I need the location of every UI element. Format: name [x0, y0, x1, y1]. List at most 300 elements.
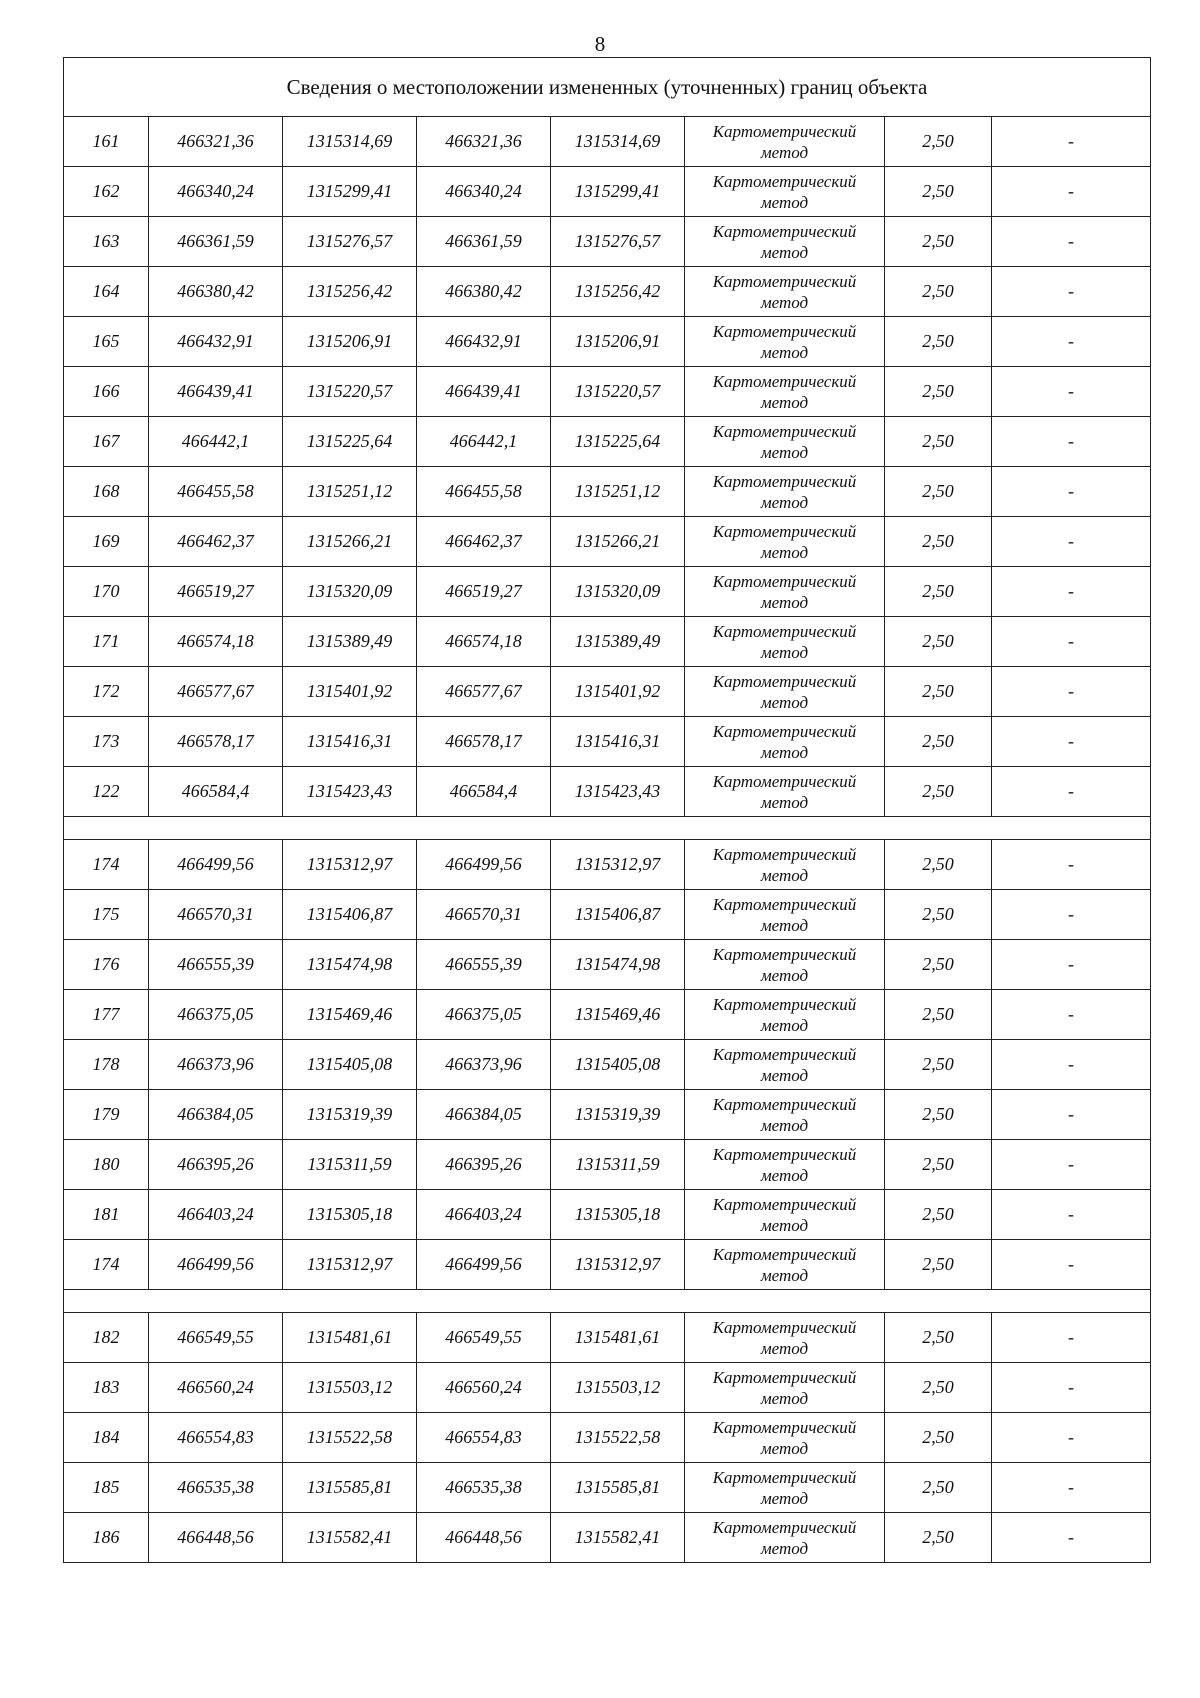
- x-refined-cell: 466462,37: [417, 517, 551, 567]
- accuracy-cell: 2,50: [885, 667, 992, 717]
- method-cell: [685, 267, 885, 317]
- description-cell: -: [992, 940, 1151, 990]
- accuracy-cell: 2,50: [885, 167, 992, 217]
- y-refined-cell: 1315320,09: [551, 567, 685, 617]
- accuracy-cell: 2,50: [885, 1140, 992, 1190]
- method-line-1: Картометрический: [712, 471, 857, 491]
- table-row: [64, 217, 1151, 267]
- x-refined-cell: 466555,39: [417, 940, 551, 990]
- x-refined-cell: 466395,26: [417, 1140, 551, 1190]
- x-existing-cell: 466403,24: [149, 1190, 283, 1240]
- method-cell: [685, 990, 885, 1040]
- table-row: [64, 840, 1151, 890]
- y-existing-cell: 1315312,97: [283, 840, 417, 890]
- method-line-1: Картометрический: [712, 1317, 857, 1337]
- method-line-1: Картометрический: [712, 171, 857, 191]
- accuracy-cell: 2,50: [885, 567, 992, 617]
- x-refined-cell: 466584,4: [417, 767, 551, 817]
- x-refined-cell: 466432,91: [417, 317, 551, 367]
- accuracy-cell: 2,50: [885, 940, 992, 990]
- method-line-2: метод: [760, 742, 809, 762]
- x-refined-cell: 466574,18: [417, 617, 551, 667]
- method-cell: [685, 517, 885, 567]
- group-separator-cell: [64, 1290, 1151, 1313]
- accuracy-cell: 2,50: [885, 1413, 992, 1463]
- method-line-1: Картометрический: [712, 421, 857, 441]
- y-existing-cell: 1315585,81: [283, 1463, 417, 1513]
- method-line-2: метод: [760, 142, 809, 162]
- x-refined-cell: 466499,56: [417, 1240, 551, 1290]
- y-refined-cell: 1315585,81: [551, 1463, 685, 1513]
- method-cell: [685, 1463, 885, 1513]
- y-refined-cell: 1315423,43: [551, 767, 685, 817]
- accuracy-cell: 2,50: [885, 217, 992, 267]
- y-refined-cell: 1315312,97: [551, 1240, 685, 1290]
- accuracy-cell: 2,50: [885, 1313, 992, 1363]
- accuracy-cell: 2,50: [885, 1040, 992, 1090]
- point-number-cell: 173: [64, 717, 149, 767]
- x-refined-cell: 466499,56: [417, 840, 551, 890]
- table-row: [64, 767, 1151, 817]
- x-refined-cell: 466403,24: [417, 1190, 551, 1240]
- y-refined-cell: 1315206,91: [551, 317, 685, 367]
- method-line-2: метод: [760, 1388, 809, 1408]
- point-number-cell: 181: [64, 1190, 149, 1240]
- method-cell: [685, 117, 885, 167]
- x-existing-cell: 466549,55: [149, 1313, 283, 1363]
- x-existing-cell: 466519,27: [149, 567, 283, 617]
- y-refined-cell: 1315401,92: [551, 667, 685, 717]
- point-number-cell: 122: [64, 767, 149, 817]
- y-refined-cell: 1315299,41: [551, 167, 685, 217]
- y-refined-cell: 1315481,61: [551, 1313, 685, 1363]
- table-row: [64, 1313, 1151, 1363]
- accuracy-cell: 2,50: [885, 767, 992, 817]
- accuracy-cell: 2,50: [885, 1190, 992, 1240]
- point-number-cell: 171: [64, 617, 149, 667]
- description-cell: -: [992, 1413, 1151, 1463]
- method-line-1: Картометрический: [712, 771, 857, 791]
- y-existing-cell: 1315220,57: [283, 367, 417, 417]
- method-line-1: Картометрический: [712, 371, 857, 391]
- y-existing-cell: 1315305,18: [283, 1190, 417, 1240]
- method-line-1: Картометрический: [712, 221, 857, 241]
- method-cell: [685, 617, 885, 667]
- y-existing-cell: 1315206,91: [283, 317, 417, 367]
- method-line-1: Картометрический: [712, 621, 857, 641]
- table-row: [64, 367, 1151, 417]
- accuracy-cell: 2,50: [885, 890, 992, 940]
- y-existing-cell: 1315406,87: [283, 890, 417, 940]
- description-cell: -: [992, 367, 1151, 417]
- x-existing-cell: 466321,36: [149, 117, 283, 167]
- y-refined-cell: 1315405,08: [551, 1040, 685, 1090]
- description-cell: -: [992, 1090, 1151, 1140]
- table-row: [64, 417, 1151, 467]
- point-number-cell: 176: [64, 940, 149, 990]
- point-number-cell: 179: [64, 1090, 149, 1140]
- accuracy-cell: 2,50: [885, 1240, 992, 1290]
- table-row: [64, 517, 1151, 567]
- y-existing-cell: 1315522,58: [283, 1413, 417, 1463]
- method-line-1: Картометрический: [712, 121, 857, 141]
- y-existing-cell: 1315251,12: [283, 467, 417, 517]
- method-line-1: Картометрический: [712, 321, 857, 341]
- method-cell: [685, 467, 885, 517]
- description-cell: -: [992, 167, 1151, 217]
- table-row: [64, 1513, 1151, 1563]
- x-refined-cell: 466340,24: [417, 167, 551, 217]
- method-cell: [685, 1363, 885, 1413]
- method-cell: [685, 940, 885, 990]
- accuracy-cell: 2,50: [885, 317, 992, 367]
- method-line-2: метод: [760, 192, 809, 212]
- x-existing-cell: 466499,56: [149, 1240, 283, 1290]
- method-line-2: метод: [760, 342, 809, 362]
- y-existing-cell: 1315256,42: [283, 267, 417, 317]
- accuracy-cell: 2,50: [885, 1463, 992, 1513]
- method-line-1: Картометрический: [712, 1517, 857, 1537]
- x-refined-cell: 466375,05: [417, 990, 551, 1040]
- x-refined-cell: 466554,83: [417, 1413, 551, 1463]
- accuracy-cell: 2,50: [885, 417, 992, 467]
- point-number-cell: 180: [64, 1140, 149, 1190]
- description-cell: -: [992, 840, 1151, 890]
- method-line-1: Картометрический: [712, 671, 857, 691]
- x-existing-cell: 466535,38: [149, 1463, 283, 1513]
- method-line-1: Картометрический: [712, 271, 857, 291]
- x-refined-cell: 466570,31: [417, 890, 551, 940]
- accuracy-cell: 2,50: [885, 990, 992, 1040]
- description-cell: -: [992, 1363, 1151, 1413]
- x-existing-cell: 466373,96: [149, 1040, 283, 1090]
- x-refined-cell: 466442,1: [417, 417, 551, 467]
- point-number-cell: 161: [64, 117, 149, 167]
- description-cell: -: [992, 717, 1151, 767]
- x-refined-cell: 466448,56: [417, 1513, 551, 1563]
- x-refined-cell: 466578,17: [417, 717, 551, 767]
- method-line-1: Картометрический: [712, 571, 857, 591]
- y-existing-cell: 1315312,97: [283, 1240, 417, 1290]
- group-separator-cell: [64, 817, 1151, 840]
- accuracy-cell: 2,50: [885, 840, 992, 890]
- y-existing-cell: 1315276,57: [283, 217, 417, 267]
- method-cell: [685, 667, 885, 717]
- method-cell: [685, 1040, 885, 1090]
- y-refined-cell: 1315389,49: [551, 617, 685, 667]
- x-existing-cell: 466577,67: [149, 667, 283, 717]
- y-refined-cell: 1315256,42: [551, 267, 685, 317]
- method-line-2: метод: [760, 1538, 809, 1558]
- table-title-row: [64, 58, 1151, 117]
- table-row: [64, 667, 1151, 717]
- y-existing-cell: 1315314,69: [283, 117, 417, 167]
- method-line-1: Картометрический: [712, 994, 857, 1014]
- accuracy-cell: 2,50: [885, 267, 992, 317]
- y-existing-cell: 1315225,64: [283, 417, 417, 467]
- description-cell: -: [992, 467, 1151, 517]
- method-line-1: Картометрический: [712, 1094, 857, 1114]
- y-existing-cell: 1315469,46: [283, 990, 417, 1040]
- method-line-1: Картометрический: [712, 1044, 857, 1064]
- y-refined-cell: 1315251,12: [551, 467, 685, 517]
- method-cell: [685, 567, 885, 617]
- page-number: 8: [594, 32, 606, 56]
- y-refined-cell: 1315469,46: [551, 990, 685, 1040]
- group-separator-row: [64, 1290, 1151, 1313]
- method-line-1: Картометрический: [712, 1144, 857, 1164]
- accuracy-cell: 2,50: [885, 517, 992, 567]
- boundary-coordinates-table: [63, 57, 1151, 1563]
- x-existing-cell: 466499,56: [149, 840, 283, 890]
- y-existing-cell: 1315481,61: [283, 1313, 417, 1363]
- method-line-1: Картометрический: [712, 1417, 857, 1437]
- method-line-2: метод: [760, 792, 809, 812]
- point-number-cell: 163: [64, 217, 149, 267]
- x-refined-cell: 466380,42: [417, 267, 551, 317]
- table-row: [64, 940, 1151, 990]
- y-refined-cell: 1315312,97: [551, 840, 685, 890]
- table-row: [64, 1090, 1151, 1140]
- method-line-1: Картометрический: [712, 1244, 857, 1264]
- point-number-cell: 166: [64, 367, 149, 417]
- method-line-2: метод: [760, 542, 809, 562]
- description-cell: -: [992, 667, 1151, 717]
- table-row: [64, 1240, 1151, 1290]
- x-existing-cell: 466584,4: [149, 767, 283, 817]
- point-number-cell: 165: [64, 317, 149, 367]
- x-existing-cell: 466439,41: [149, 367, 283, 417]
- table-row: [64, 717, 1151, 767]
- method-cell: [685, 1513, 885, 1563]
- x-refined-cell: 466361,59: [417, 217, 551, 267]
- y-refined-cell: 1315522,58: [551, 1413, 685, 1463]
- point-number-cell: 185: [64, 1463, 149, 1513]
- point-number-cell: 174: [64, 1240, 149, 1290]
- method-cell: [685, 217, 885, 267]
- x-refined-cell: 466455,58: [417, 467, 551, 517]
- accuracy-cell: 2,50: [885, 467, 992, 517]
- method-line-1: Картометрический: [712, 521, 857, 541]
- method-cell: [685, 317, 885, 367]
- x-existing-cell: 466442,1: [149, 417, 283, 467]
- method-line-1: Картометрический: [712, 721, 857, 741]
- method-cell: [685, 417, 885, 467]
- description-cell: -: [992, 567, 1151, 617]
- description-cell: -: [992, 890, 1151, 940]
- y-existing-cell: 1315503,12: [283, 1363, 417, 1413]
- y-refined-cell: 1315311,59: [551, 1140, 685, 1190]
- point-number-cell: 177: [64, 990, 149, 1040]
- description-cell: -: [992, 217, 1151, 267]
- y-refined-cell: 1315319,39: [551, 1090, 685, 1140]
- point-number-cell: 162: [64, 167, 149, 217]
- description-cell: -: [992, 1140, 1151, 1190]
- x-existing-cell: 466361,59: [149, 217, 283, 267]
- method-line-2: метод: [760, 1265, 809, 1285]
- method-line-2: метод: [760, 492, 809, 512]
- point-number-cell: 175: [64, 890, 149, 940]
- method-line-1: Картометрический: [712, 1194, 857, 1214]
- x-existing-cell: 466375,05: [149, 990, 283, 1040]
- y-existing-cell: 1315416,31: [283, 717, 417, 767]
- method-cell: [685, 1190, 885, 1240]
- y-existing-cell: 1315582,41: [283, 1513, 417, 1563]
- method-line-2: метод: [760, 865, 809, 885]
- method-line-2: метод: [760, 1215, 809, 1235]
- y-existing-cell: 1315266,21: [283, 517, 417, 567]
- y-refined-cell: 1315225,64: [551, 417, 685, 467]
- table-row: [64, 267, 1151, 317]
- method-line-2: метод: [760, 592, 809, 612]
- description-cell: -: [992, 990, 1151, 1040]
- table-row: [64, 890, 1151, 940]
- accuracy-cell: 2,50: [885, 1090, 992, 1140]
- table-row: [64, 1040, 1151, 1090]
- x-existing-cell: 466574,18: [149, 617, 283, 667]
- method-line-1: Картометрический: [712, 844, 857, 864]
- method-line-2: метод: [760, 1065, 809, 1085]
- point-number-cell: 184: [64, 1413, 149, 1463]
- x-existing-cell: 466555,39: [149, 940, 283, 990]
- x-refined-cell: 466560,24: [417, 1363, 551, 1413]
- x-existing-cell: 466448,56: [149, 1513, 283, 1563]
- table-row: [64, 317, 1151, 367]
- x-refined-cell: 466577,67: [417, 667, 551, 717]
- point-number-cell: 169: [64, 517, 149, 567]
- method-cell: [685, 1413, 885, 1463]
- y-existing-cell: 1315423,43: [283, 767, 417, 817]
- y-existing-cell: 1315389,49: [283, 617, 417, 667]
- y-existing-cell: 1315401,92: [283, 667, 417, 717]
- y-existing-cell: 1315299,41: [283, 167, 417, 217]
- method-line-1: Картометрический: [712, 944, 857, 964]
- table-row: [64, 1190, 1151, 1240]
- method-cell: [685, 717, 885, 767]
- table-row: [64, 617, 1151, 667]
- method-line-2: метод: [760, 1015, 809, 1035]
- accuracy-cell: 2,50: [885, 117, 992, 167]
- point-number-cell: 174: [64, 840, 149, 890]
- point-number-cell: 167: [64, 417, 149, 467]
- x-existing-cell: 466462,37: [149, 517, 283, 567]
- description-cell: -: [992, 417, 1151, 467]
- method-cell: [685, 1240, 885, 1290]
- y-existing-cell: 1315405,08: [283, 1040, 417, 1090]
- method-cell: [685, 167, 885, 217]
- x-existing-cell: 466570,31: [149, 890, 283, 940]
- y-existing-cell: 1315474,98: [283, 940, 417, 990]
- x-existing-cell: 466554,83: [149, 1413, 283, 1463]
- method-line-2: метод: [760, 965, 809, 985]
- description-cell: -: [992, 117, 1151, 167]
- accuracy-cell: 2,50: [885, 717, 992, 767]
- y-refined-cell: 1315314,69: [551, 117, 685, 167]
- method-line-2: метод: [760, 1438, 809, 1458]
- y-refined-cell: 1315220,57: [551, 367, 685, 417]
- point-number-cell: 170: [64, 567, 149, 617]
- y-existing-cell: 1315319,39: [283, 1090, 417, 1140]
- method-cell: [685, 1090, 885, 1140]
- description-cell: -: [992, 1240, 1151, 1290]
- method-line-2: метод: [760, 392, 809, 412]
- description-cell: -: [992, 1040, 1151, 1090]
- method-cell: [685, 367, 885, 417]
- description-cell: -: [992, 1190, 1151, 1240]
- table-row: [64, 1463, 1151, 1513]
- x-refined-cell: 466384,05: [417, 1090, 551, 1140]
- x-existing-cell: 466340,24: [149, 167, 283, 217]
- method-cell: [685, 1140, 885, 1190]
- x-refined-cell: 466373,96: [417, 1040, 551, 1090]
- point-number-cell: 168: [64, 467, 149, 517]
- x-existing-cell: 466380,42: [149, 267, 283, 317]
- y-refined-cell: 1315474,98: [551, 940, 685, 990]
- x-existing-cell: 466455,58: [149, 467, 283, 517]
- method-line-2: метод: [760, 242, 809, 262]
- table-row: [64, 990, 1151, 1040]
- method-line-2: метод: [760, 915, 809, 935]
- accuracy-cell: 2,50: [885, 1363, 992, 1413]
- y-refined-cell: 1315503,12: [551, 1363, 685, 1413]
- method-line-2: метод: [760, 692, 809, 712]
- point-number-cell: 172: [64, 667, 149, 717]
- method-cell: [685, 840, 885, 890]
- table-row: [64, 467, 1151, 517]
- method-line-2: метод: [760, 1115, 809, 1135]
- y-existing-cell: 1315311,59: [283, 1140, 417, 1190]
- table-title: Сведения о местоположении измененных (уточненных) границ объекта: [64, 58, 1151, 117]
- method-line-1: Картометрический: [712, 1467, 857, 1487]
- method-cell: [685, 767, 885, 817]
- description-cell: -: [992, 1313, 1151, 1363]
- description-cell: -: [992, 517, 1151, 567]
- x-existing-cell: 466432,91: [149, 317, 283, 367]
- x-refined-cell: 466519,27: [417, 567, 551, 617]
- method-line-2: метод: [760, 1165, 809, 1185]
- description-cell: -: [992, 1513, 1151, 1563]
- y-refined-cell: 1315276,57: [551, 217, 685, 267]
- description-cell: -: [992, 617, 1151, 667]
- x-refined-cell: 466549,55: [417, 1313, 551, 1363]
- method-cell: [685, 890, 885, 940]
- table-row: [64, 1140, 1151, 1190]
- accuracy-cell: 2,50: [885, 367, 992, 417]
- table-row: [64, 1363, 1151, 1413]
- accuracy-cell: 2,50: [885, 1513, 992, 1563]
- x-existing-cell: 466395,26: [149, 1140, 283, 1190]
- group-separator-row: [64, 817, 1151, 840]
- y-refined-cell: 1315266,21: [551, 517, 685, 567]
- point-number-cell: 164: [64, 267, 149, 317]
- point-number-cell: 186: [64, 1513, 149, 1563]
- y-refined-cell: 1315582,41: [551, 1513, 685, 1563]
- description-cell: -: [992, 1463, 1151, 1513]
- method-line-2: метод: [760, 1488, 809, 1508]
- method-cell: [685, 1313, 885, 1363]
- point-number-cell: 183: [64, 1363, 149, 1413]
- method-line-2: метод: [760, 292, 809, 312]
- y-refined-cell: 1315305,18: [551, 1190, 685, 1240]
- x-refined-cell: 466535,38: [417, 1463, 551, 1513]
- x-refined-cell: 466439,41: [417, 367, 551, 417]
- x-refined-cell: 466321,36: [417, 117, 551, 167]
- y-existing-cell: 1315320,09: [283, 567, 417, 617]
- table-row: [64, 1413, 1151, 1463]
- y-refined-cell: 1315416,31: [551, 717, 685, 767]
- table-row: [64, 167, 1151, 217]
- x-existing-cell: 466384,05: [149, 1090, 283, 1140]
